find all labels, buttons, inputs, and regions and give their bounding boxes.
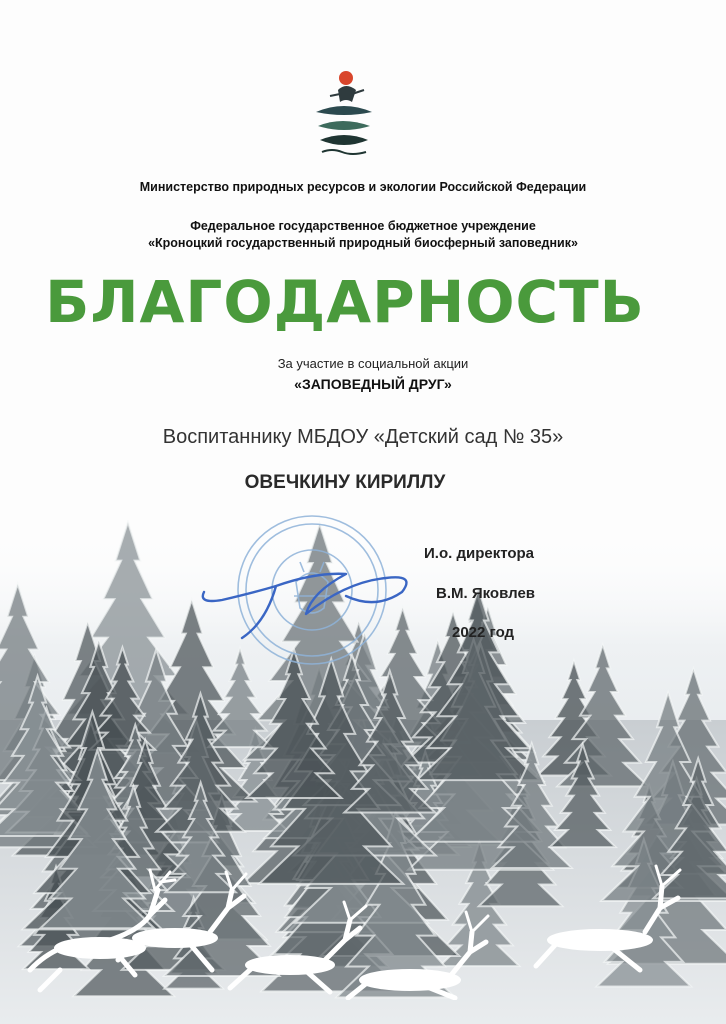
ministry-name: Министерство природных ресурсов и экологии Российской Федерации — [139, 180, 587, 194]
director-signature — [196, 552, 426, 642]
reserve-logo-icon — [308, 68, 380, 164]
certificate-year: 2022 год — [452, 624, 515, 641]
certificate-title: БЛАГОДАРНОСТЬ — [45, 268, 645, 336]
deer-silhouettes — [0, 820, 726, 1000]
action-description: За участие в социальной акции — [277, 356, 469, 371]
institution-type: Федеральное государственное бюджетное учреждение — [190, 219, 536, 233]
recipient-description: Воспитаннику МБДОУ «Детский сад № 35» — [162, 426, 564, 448]
action-name: «ЗАПОВЕДНЫЙ ДРУГ» — [294, 376, 452, 392]
signatory-name: В.М. Яковлев — [436, 585, 536, 602]
institution-name: «Кроноцкий государственный природный биосферный заповедник» — [148, 236, 578, 250]
signatory-role: И.о. директора — [424, 545, 535, 562]
recipient-name: ОВЕЧКИНУ КИРИЛЛУ — [244, 472, 446, 493]
